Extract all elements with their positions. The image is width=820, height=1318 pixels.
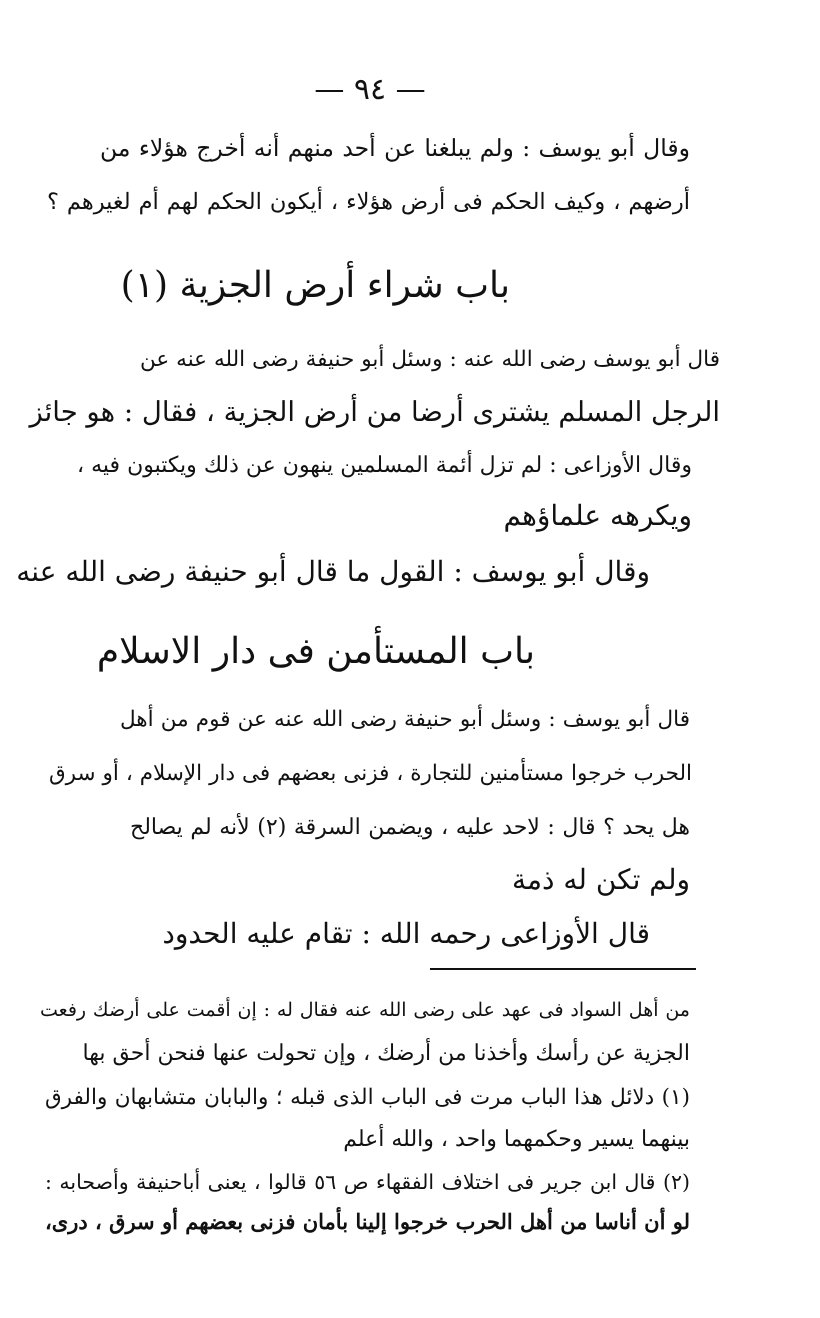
- section1-line-2: الرجل المسلم يشترى أرضا من أرض الجزية ، فقال : هو جائز: [29, 396, 720, 428]
- page-number: — ٩٤ —: [314, 72, 426, 107]
- section2-line-3: هل يحد ؟ قال : لاحد عليه ، ويضمن السرقة (٢) لأنه لم يصالح: [130, 815, 691, 840]
- section2-line-1: قال أبو يوسف : وسئل أبو حنيفة رضى الله عنه عن قوم من أهل: [120, 707, 690, 732]
- footnote-line-6: لو أن أناسا من أهل الحرب خرجوا إلينا بأمان فزنى بعضهم أو سرق ، درى،: [45, 1209, 690, 1234]
- section1-line-3: وقال الأوزاعى : لم تزل أئمة المسلمين ينهون عن ذلك ويكتبون فيه ،: [77, 453, 692, 478]
- intro-line-2: أرضهم ، وكيف الحكم فى أرض هؤلاء ، أيكون الحكم لهم أم لغيرهم ؟: [47, 189, 690, 215]
- section2-line-4: ولم تكن له ذمة: [512, 863, 690, 896]
- footnote-line-5: (٢) قال ابن جرير فى اختلاف الفقهاء ص ٥٦ قالوا ، يعنى أباحنيفة وأصحابه :: [45, 1170, 690, 1194]
- footnote-line-4: بينهما يسير وحكمهما واحد ، والله أعلم: [343, 1127, 690, 1152]
- intro-line-1: وقال أبو يوسف : ولم يبلغنا عن أحد منهم أنه أخرج هؤلاء من: [100, 134, 690, 162]
- section1-line-1: قال أبو يوسف رضى الله عنه : وسئل أبو حنيفة رضى الله عنه عن: [140, 347, 720, 372]
- section-heading-mustamin: باب المستأمن فى دار الاسلام: [96, 631, 535, 672]
- footnote-line-3: (١) دلائل هذا الباب مرت فى الباب الذى قبله ؛ والبابان متشابهان والفرق: [45, 1085, 690, 1110]
- footnote-line-2: الجزية عن رأسك وأخذنا من أرضك ، وإن تحولت عنها فنحن أحق بها: [82, 1041, 690, 1066]
- footnote-divider: [430, 968, 696, 970]
- section-heading-land-purchase: باب شراء أرض الجزية (١): [120, 265, 510, 306]
- section1-line-5: وقال أبو يوسف : القول ما قال أبو حنيفة رضى الله عنه: [16, 555, 650, 588]
- section1-line-4: ويكرهه علماؤهم: [503, 499, 692, 532]
- section2-line-2: الحرب خرجوا مستأمنين للتجارة ، فزنى بعضهم فى دار الإسلام ، أو سرق: [49, 761, 692, 786]
- footnote-line-1: من أهل السواد فى عهد على رضى الله عنه فقال له : إن أقمت على أرضك رفعت: [40, 999, 690, 1021]
- section2-line-5: قال الأوزاعى رحمه الله : تقام عليه الحدود: [162, 917, 650, 950]
